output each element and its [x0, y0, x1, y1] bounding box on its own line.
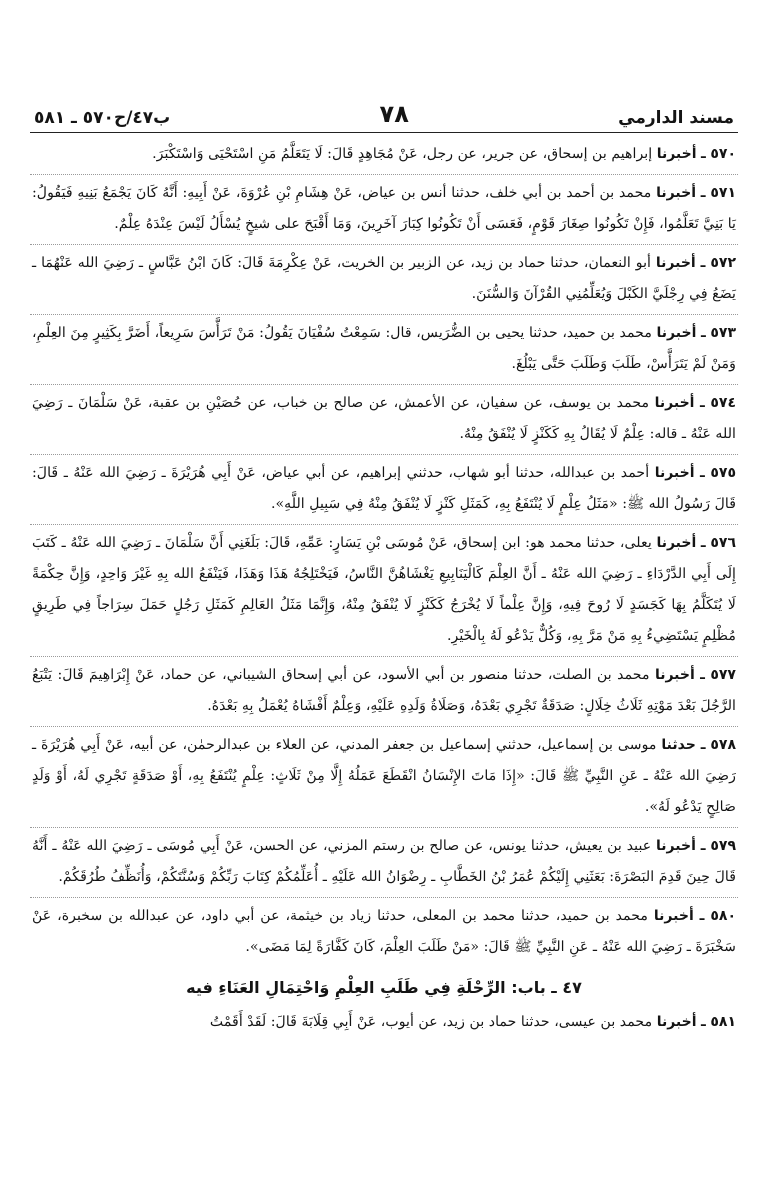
- book-title: مسند الدارمي: [618, 108, 734, 128]
- hadith-lead: أخبرنا: [656, 535, 697, 551]
- hadith-lead: أخبرنا: [655, 255, 696, 271]
- hadith-range: ب٤٧/ح٥٧٠ ـ ٥٨١: [34, 108, 171, 128]
- hadith-text: محمد بن يوسف، عن سفيان، عن الأعمش، عن صالح بن خباب، عن حُصَيْنِ بن عقبة، عَنْ سَلْمَانَ ـ رَضِيَ الله عَنْهُ ـ قاله: عِلْمٌ لَا يُقَالُ بِهِ كَكَنْزٍ لَا يُنْفَقُ مِنْهُ.: [32, 395, 736, 442]
- chapter-heading: ٤٧ ـ باب: الرِّحْلَةِ فِي طَلَبِ العِلْمِ وَاحْتِمَالِ العَنَاءِ فيه: [186, 978, 582, 997]
- hadith-lead: أخبرنا: [654, 465, 695, 481]
- page-header: [30, 88, 738, 133]
- hadith-text: يعلى، حدثنا محمد هو: ابن إسحاق، عَنْ مُوسَى بْنِ يَسَارٍ: عَمِّهِ، قَالَ: بَلَغَنِي أَنَّ سَلْمَانَ ـ رَضِيَ الله عَنْهُ ـ كَتَبَ إِلَى أَبِي الدَّرْدَاءِ ـ رَضِيَ الله عَنْهُ ـ أَنَّ العِلْمَ كَالْيَنَابِيعِ يَغْشَاهُنَّ النَّاسُ، فَيَخْتَلِجُهُ هَذَا وَهَذَا، فَيَنْفَعُ الله بِهِ غَيْرَ وَاحِدٍ، وَإِنَّ حِكْمَةً لَا يُتَكَلَّمُ بِهَا كَجَسَدٍ لَا رُوحَ فِيهِ، وَإِنَّ عِلْماً لَا يُخْرَجُ كَكَنْزٍ لَا يُنْفَقُ مِنْهُ، وَإِنَّمَا مَثَلُ العَالِمِ كَمَثَلِ رَجُلٍ حَمَلَ سِرَاجاً فِي طَرِيقٍ مُظْلِمٍ يَسْتَضِيءُ بِهِ مَنْ مَرَّ بِهِ، وَكُلٌّ يَدْعُو لَهُ بِالْخَيْرِ.: [32, 535, 736, 644]
- hadith-number: ٥٧٠: [710, 146, 736, 162]
- hadith-number: ٥٨١: [710, 1014, 736, 1030]
- hadith-entry: ٥٧٥ ـ أخبرنا أحمد بن عبدالله، حدثنا أبو شهاب، حدثني إبراهيم، عن أبي عياض، عَنْ أَبِي هُرَيْرَةَ ـ رَضِيَ الله عَنْهُ ـ قَالَ: قَالَ رَسُولُ الله ﷺ: «مَثَلُ عِلْمٍ لَا يُنْتَفَعُ بِهِ، كَمَثَلِ كَنْزٍ لَا يُنْفَقُ مِنْهُ فِي سَبِيلِ اللَّهِ».: [30, 458, 738, 525]
- book-page: [30, 88, 738, 1045]
- hadith-entry: ٥٧٩ ـ أخبرنا عبيد بن يعيش، حدثنا يونس، عن صالح بن رستم المزني، عن الحسن، عَنْ أَبِي مُوسَى ـ رَضِيَ الله عَنْهُ ـ أَنَّهُ قَالَ حِينَ قَدِمَ البَصْرَةَ: بَعَثَنِي إِلَيْكُمْ عُمَرُ بْنُ الخَطَّابِ ـ رِضْوَانُ الله عَلَيْهِ ـ أُعَلِّمُكُمْ كِتَابَ رَبِّكُمْ وَسُنَّتَكُمْ، وَأُنَظِّفُ طُرُقَكُمْ.: [30, 831, 738, 898]
- page-number: ٧٨: [379, 100, 409, 128]
- hadith-text: موسى بن إسماعيل، حدثني إسماعيل بن جعفر المدني، عن العلاء بن عبدالرحمٰن، عن أبيه، عَنْ أَبِي هُرَيْرَةَ ـ رَضِيَ الله عَنْهُ ـ عَنِ النَّبِيِّ ﷺ قَالَ: «إِذَا مَاتَ الإِنْسَانُ انْقَطَعَ عَمَلُهُ إِلَّا مِنْ ثَلَاثٍ: عِلْمٍ يُنْتَفَعُ بِهِ، أَوْ صَدَقَةٍ تَجْرِي لَهُ، أَوْ وَلَدٍ صَالِحٍ يَدْعُو لَهُ».: [32, 737, 736, 815]
- hadith-number: ٥٧٧: [710, 667, 736, 683]
- hadith-lead: أخبرنا: [656, 1014, 697, 1030]
- hadith-text: محمد بن أحمد بن أبي خلف، حدثنا أنس بن عياض، عَنْ هِشَامِ بْنِ عُرْوَةَ، عَنْ أَبِيهِ: أَنَّهُ كَانَ يَجْمَعُ بَنِيهِ فَيَقُولُ: يَا بَنِيَّ تَعَلَّمُوا، فَإِنْ تَكُونُوا صِغَارَ قَوْمٍ، فَعَسَى أَنْ تَكُونُوا كِبَارَ آخَرِينَ، وَمَا أَقْبَحَ على شيخٍ يُسْأَلُ لَيْسَ عِنْدَهُ عِلْمٌ.: [32, 185, 736, 232]
- hadith-text: محمد بن الصلت، حدثنا منصور بن أبي الأسود، عن أبي إسحاق الشيباني، عن حماد، عَنْ إِبْرَاهِيمَ قَالَ: يَتْبَعُ الرَّجُلَ بَعْدَ مَوْتِهِ ثَلَاثُ خِلَالٍ: صَدَقَةٌ تَجْرِي بَعْدَهُ، وَصَلَاةُ وَلَدِهِ عَلَيْهِ، وَعِلْمٌ أَفْشَاهُ يُعْمَلُ بِهِ بَعْدَهُ.: [32, 667, 736, 714]
- hadith-entry: ٥٧٤ ـ أخبرنا محمد بن يوسف، عن سفيان، عن الأعمش، عن صالح بن خباب، عن حُصَيْنِ بن عقبة، عَنْ سَلْمَانَ ـ رَضِيَ الله عَنْهُ ـ قاله: عِلْمٌ لَا يُقَالُ بِهِ كَكَنْزٍ لَا يُنْفَقُ مِنْهُ.: [30, 388, 738, 455]
- hadith-text: أبو النعمان، حدثنا حماد بن زيد، عن الزبير بن الخريت، عَنْ عِكْرِمَةَ قَالَ: كَانَ ابْنُ عَبَّاسٍ ـ رَضِيَ الله عَنْهُمَا ـ يَضَعُ فِي رِجْلَيَّ الكَبْلَ وَيُعَلِّمُنِي القُرْآنَ وَالسُّنَنَ.: [32, 255, 736, 302]
- hadith-lead: أخبرنا: [654, 395, 695, 411]
- hadith-entry: ٥٧٣ ـ أخبرنا محمد بن حميد، حدثنا يحيى بن الضُّرَيس، قال: سَمِعْتُ سُفْيَانَ يَقُولُ: مَنْ تَرَأَّسَ سَرِيعاً، أَضَرَّ بِكَثِيرٍ مِنَ العِلْمِ، وَمَنْ لَمْ يَتَرَأَّسْ، طَلَبَ وَطَلَبَ حَتَّى يَبْلُغَ.: [30, 318, 738, 385]
- hadith-lead: أخبرنا: [656, 146, 697, 162]
- hadith-text: إبراهيم بن إسحاق، عن جرير، عن رجل، عَنْ مُجَاهِدٍ قَالَ: لَا يَتَعَلَّمُ مَنِ اسْتَحْيَى وَاسْتَكْبَرَ.: [152, 146, 653, 162]
- hadith-entry: ٥٨١ ـ أخبرنا محمد بن عيسى، حدثنا حماد بن زيد، عن أيوب، عَنْ أَبِي قِلَابَةَ قَالَ: لَقَدْ أَقَمْتُ: [209, 1014, 736, 1030]
- hadith-number: ٥٧٥: [710, 465, 737, 481]
- hadith-entry: ٥٧٨ ـ حدثنا موسى بن إسماعيل، حدثني إسماعيل بن جعفر المدني، عن العلاء بن عبدالرحمٰن، عن أبيه، عَنْ أَبِي هُرَيْرَةَ ـ رَضِيَ الله عَنْهُ ـ عَنِ النَّبِيِّ ﷺ قَالَ: «إِذَا مَاتَ الإِنْسَانُ انْقَطَعَ عَمَلُهُ إِلَّا مِنْ ثَلَاثٍ: عِلْمٍ يُنْتَفَعُ بِهِ، أَوْ صَدَقَةٍ تَجْرِي لَهُ، أَوْ وَلَدٍ صَالِحٍ يَدْعُو لَهُ».: [30, 730, 738, 828]
- hadith-entry: ٥٨٠ ـ أخبرنا محمد بن حميد، حدثنا محمد بن المعلى، حدثنا زياد بن خيثمة، عن أبي داود، عن عبدالله بن سخبرة، عَنْ سَخْبَرَةَ ـ رَضِيَ الله عَنْهُ ـ عَنِ النَّبِيِّ ﷺ قَالَ: «مَنْ طَلَبَ العِلْمَ، كَانَ كَفَّارَةً لِمَا مَضَى».: [32, 908, 737, 955]
- hadith-lead: حدثنا: [661, 737, 696, 753]
- hadith-lead: أخبرنا: [656, 838, 696, 854]
- hadith-text: عبيد بن يعيش، حدثنا يونس، عن صالح بن رستم المزني، عن الحسن، عَنْ أَبِي مُوسَى ـ رَضِيَ الله عَنْهُ ـ أَنَّهُ قَالَ حِينَ قَدِمَ البَصْرَةَ: بَعَثَنِي إِلَيْكُمْ عُمَرُ بْنُ الخَطَّابِ ـ رِضْوَانُ الله عَلَيْهِ ـ أُعَلِّمُكُمْ كِتَابَ رَبِّكُمْ وَسُنَّتَكُمْ، وَأُنَظِّفُ طُرُقَكُمْ.: [32, 838, 736, 885]
- hadith-number: ٥٧١: [710, 185, 736, 201]
- hadith-entry: ٥٧٠ ـ أخبرنا إبراهيم بن إسحاق، عن جرير، عن رجل، عَنْ مُجَاهِدٍ قَالَ: لَا يَتَعَلَّمُ مَنِ اسْتَحْيَى وَاسْتَكْبَرَ.: [30, 139, 738, 175]
- hadith-entry: ٥٧٦ ـ أخبرنا يعلى، حدثنا محمد هو: ابن إسحاق، عَنْ مُوسَى بْنِ يَسَارٍ: عَمِّهِ، قَالَ: بَلَغَنِي أَنَّ سَلْمَانَ ـ رَضِيَ الله عَنْهُ ـ كَتَبَ إِلَى أَبِي الدَّرْدَاءِ ـ رَضِيَ الله عَنْهُ ـ أَنَّ العِلْمَ كَالْيَنَابِيعِ يَغْشَاهُنَّ النَّاسُ، فَيَخْتَلِجُهُ هَذَا وَهَذَا، فَيَنْفَعُ الله بِهِ غَيْرَ وَاحِدٍ، وَإِنَّ حِكْمَةً لَا يُتَكَلَّمُ بِهَا كَجَسَدٍ لَا رُوحَ فِيهِ، وَإِنَّ عِلْماً لَا يُخْرَجُ كَكَنْزٍ لَا يُنْفَقُ مِنْهُ، وَإِنَّمَا مَثَلُ العَالِمِ كَمَثَلِ رَجُلٍ حَمَلَ سِرَاجاً فِي طَرِيقٍ مُظْلِمٍ يَسْتَضِيءُ بِهِ مَنْ مَرَّ بِهِ، وَكُلٌّ يَدْعُو لَهُ بِالْخَيْرِ.: [30, 528, 738, 657]
- hadith-lead: أخبرنا: [653, 908, 694, 924]
- hadith-lead: أخبرنا: [656, 325, 697, 341]
- hadith-number: ٥٧٤: [710, 395, 736, 411]
- hadith-number: ٥٧٩: [710, 838, 736, 854]
- hadith-text: محمد بن حميد، حدثنا يحيى بن الضُّرَيس، قال: سَمِعْتُ سُفْيَانَ يَقُولُ: مَنْ تَرَأَّسَ سَرِيعاً، أَضَرَّ بِكَثِيرٍ مِنَ العِلْمِ، وَمَنْ لَمْ يَتَرَأَّسْ، طَلَبَ وَطَلَبَ حَتَّى يَبْلُغَ.: [32, 325, 736, 372]
- hadith-entry: ٥٧٢ ـ أخبرنا أبو النعمان، حدثنا حماد بن زيد، عن الزبير بن الخريت، عَنْ عِكْرِمَةَ قَالَ: كَانَ ابْنُ عَبَّاسٍ ـ رَضِيَ الله عَنْهُمَا ـ يَضَعُ فِي رِجْلَيَّ الكَبْلَ وَيُعَلِّمُنِي القُرْآنَ وَالسُّنَنَ.: [30, 248, 738, 315]
- hadith-lead: أخبرنا: [654, 667, 695, 683]
- hadith-list: [30, 133, 738, 1042]
- hadith-number: ٥٨٠: [710, 908, 737, 924]
- hadith-entry: ٥٧٧ ـ أخبرنا محمد بن الصلت، حدثنا منصور بن أبي الأسود، عن أبي إسحاق الشيباني، عن حماد، عَنْ إِبْرَاهِيمَ قَالَ: يَتْبَعُ الرَّجُلَ بَعْدَ مَوْتِهِ ثَلَاثُ خِلَالٍ: صَدَقَةٌ تَجْرِي بَعْدَهُ، وَصَلَاةُ وَلَدِهِ عَلَيْهِ، وَعِلْمٌ أَفْشَاهُ يُعْمَلُ بِهِ بَعْدَهُ.: [30, 660, 738, 727]
- hadith-lead: أخبرنا: [656, 185, 696, 201]
- hadith-text: محمد بن عيسى، حدثنا حماد بن زيد، عن أيوب، عَنْ أَبِي قِلَابَةَ قَالَ: لَقَدْ أَقَمْتُ: [209, 1014, 653, 1030]
- hadith-number: ٥٧٣: [710, 325, 736, 341]
- hadith-number: ٥٧٢: [710, 255, 737, 271]
- hadith-number: ٥٧٨: [710, 737, 736, 753]
- hadith-text: أحمد بن عبدالله، حدثنا أبو شهاب، حدثني إبراهيم، عن أبي عياض، عَنْ أَبِي هُرَيْرَةَ ـ رَضِيَ الله عَنْهُ ـ قَالَ: قَالَ رَسُولُ الله ﷺ: «مَثَلُ عِلْمٍ لَا يُنْتَفَعُ بِهِ، كَمَثَلِ كَنْزٍ لَا يُنْفَقُ مِنْهُ فِي سَبِيلِ اللَّهِ».: [32, 465, 736, 512]
- hadith-number: ٥٧٦: [710, 535, 737, 551]
- hadith-entry: ٥٧١ ـ أخبرنا محمد بن أحمد بن أبي خلف، حدثنا أنس بن عياض، عَنْ هِشَامِ بْنِ عُرْوَةَ، عَنْ أَبِيهِ: أَنَّهُ كَانَ يَجْمَعُ بَنِيهِ فَيَقُولُ: يَا بَنِيَّ تَعَلَّمُوا، فَإِنْ تَكُونُوا صِغَارَ قَوْمٍ، فَعَسَى أَنْ تَكُونُوا كِبَارَ آخَرِينَ، وَمَا أَقْبَحَ على شيخٍ يُسْأَلُ لَيْسَ عِنْدَهُ عِلْمٌ.: [30, 178, 738, 245]
- hadith-text: محمد بن حميد، حدثنا محمد بن المعلى، حدثنا زياد بن خيثمة، عن أبي داود، عن عبدالله بن سخبرة، عَنْ سَخْبَرَةَ ـ رَضِيَ الله عَنْهُ ـ عَنِ النَّبِيِّ ﷺ قَالَ: «مَنْ طَلَبَ العِلْمَ، كَانَ كَفَّارَةً لِمَا مَضَى».: [32, 908, 736, 955]
